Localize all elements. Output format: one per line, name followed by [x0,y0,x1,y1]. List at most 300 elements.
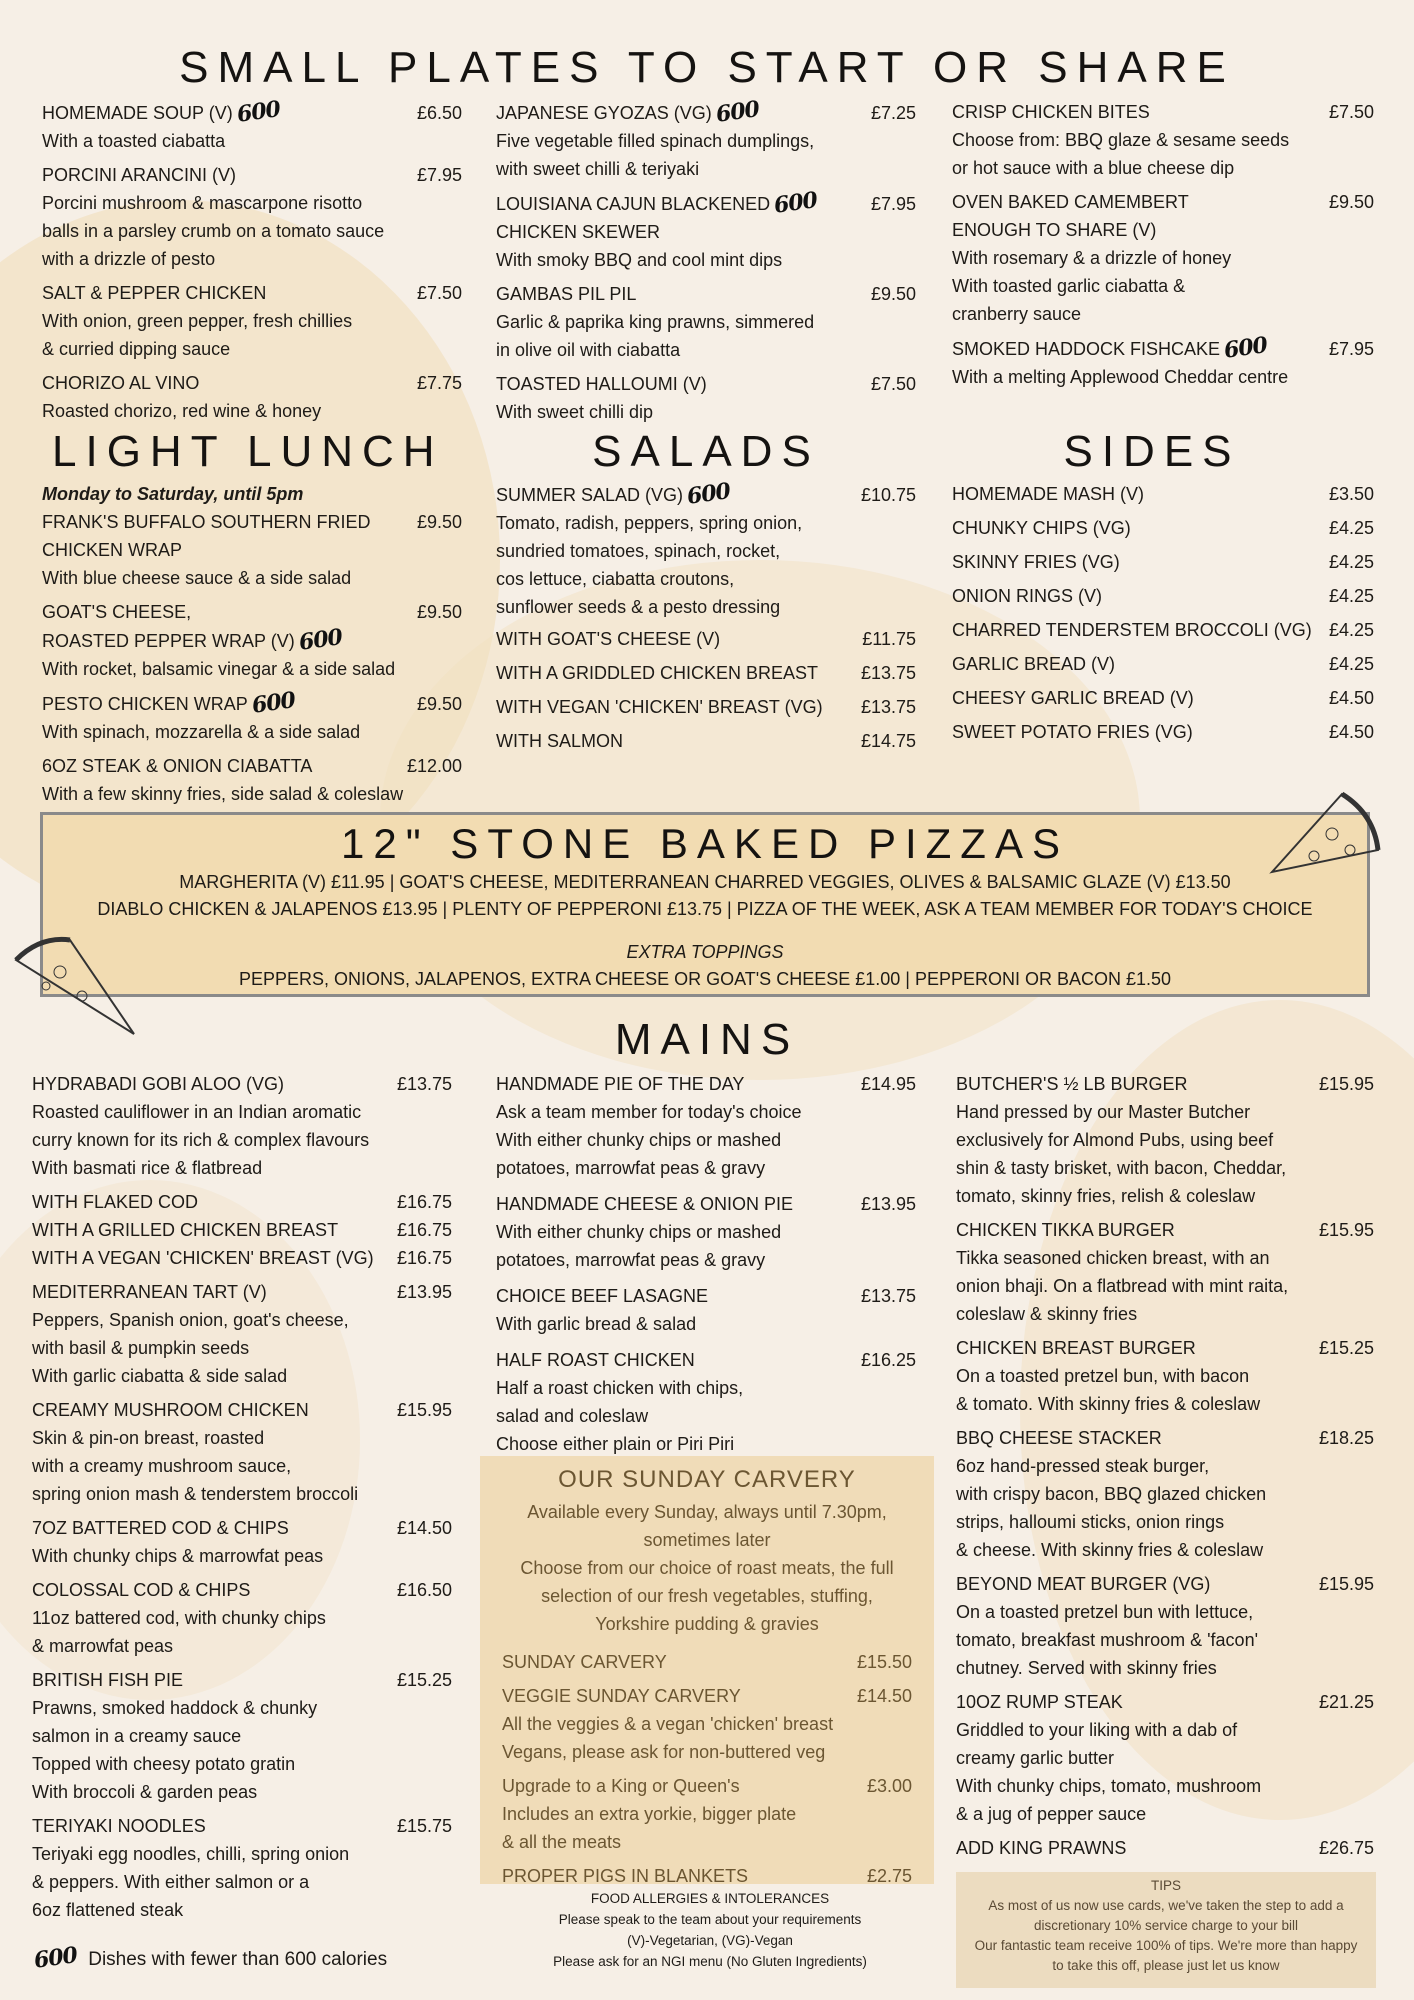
menu-item-name: WITH FLAKED COD [32,1192,199,1212]
menu-item-description: tomato, skinny fries, relish & coleslaw [956,1186,1256,1206]
mains-col2 [496,1070,916,1466]
menu-item-description: With spinach, mozzarella & a side salad [42,722,361,742]
menu-item-name: 10OZ RUMP STEAK [956,1692,1123,1712]
menu-item-description: tomato, breakfast mushroom & 'facon' [956,1630,1259,1650]
menu-item-row [952,616,1374,644]
menu-item-description: On a toasted pretzel bun with lettuce, [956,1602,1254,1622]
menu-item-name: ADD KING PRAWNS [956,1838,1127,1858]
menu-item-name-wrap [956,1334,1196,1362]
allergy-notice [500,1888,920,1972]
menu-item-name: VEGGIE SUNDAY CARVERY [502,1686,741,1706]
menu-item-name-wrap [502,1682,741,1710]
menu-item-row [32,1070,452,1098]
light-lunch-items [42,508,462,808]
menu-item-name-wrap [32,1396,309,1424]
menu-item-description: & marrowfat peas [32,1636,174,1656]
salads-section [496,480,916,761]
menu-item-row [956,1334,1374,1362]
mains-heading: MAINS [614,1015,800,1064]
light-lunch-heading: LIGHT LUNCH [52,427,444,476]
menu-item-row [32,1576,452,1604]
menu-item-price: £3.50 [1328,484,1374,504]
allergy-line: Please speak to the team about your requirements [558,1912,862,1927]
menu-item-description: salmon in a creamy sauce [32,1726,242,1746]
menu-item-description: or hot sauce with a blue cheese dip [952,158,1235,178]
menu-item-name: JAPANESE GYOZAS (VG) [496,103,712,123]
menu-item [956,1334,1374,1418]
menu-item [952,718,1374,746]
menu-item-name-wrap [496,1070,744,1098]
menu-item-name: WITH A GRILLED CHICKEN BREAST [32,1220,339,1240]
menu-item-name: CHICKEN TIKKA BURGER [956,1220,1175,1240]
menu-item-price: £9.50 [416,512,462,532]
menu-item-price: £3.00 [866,1776,912,1796]
menu-item-price: £7.95 [416,165,462,185]
menu-item-description: Teriyaki egg noodles, chilli, spring onion [32,1844,350,1864]
menu-item-description: exclusively for Almond Pubs, using beef [956,1130,1274,1150]
tips-line: discretionary 10% service charge to your bill [1033,1918,1299,1933]
menu-item-description: Choose from: BBQ glaze & sesame seeds [952,130,1290,150]
menu-item-row [496,659,916,687]
menu-item-name: MEDITERRANEAN TART (V) [32,1282,267,1302]
menu-item-name: WITH A VEGAN 'CHICKEN' BREAST (VG) [32,1248,374,1268]
salad-addons [496,625,916,755]
menu-item-name-wrap [42,161,236,189]
menu-item-name-wrap [952,480,1144,508]
menu-item [952,684,1374,712]
menu-item-name-wrap [952,650,1115,678]
menu-item-price: £9.50 [416,602,462,622]
menu-item-row [956,1688,1374,1716]
menu-item-name-wrap [32,1278,267,1306]
menu-item-name-wrap [42,752,312,780]
menu-item-name-wrap [42,689,295,718]
menu-item-price: £7.95 [1328,339,1374,359]
menu-item [952,616,1374,644]
menu-item-description: cos lettuce, ciabatta croutons, [496,569,735,589]
menu-item-row [956,1570,1374,1598]
menu-item-name-wrap [952,616,1312,644]
menu-item-name-wrap [952,684,1194,712]
menu-item-row [502,1772,912,1800]
menu-item-description: with a creamy mushroom sauce, [32,1456,292,1476]
menu-item-row [502,1682,912,1710]
menu-item-row [956,1424,1374,1452]
salads-heading: SALADS [592,427,820,476]
menu-item [496,1190,916,1274]
menu-item-description: With sweet chilli dip [496,402,654,422]
menu-item [952,582,1374,610]
pizzas-heading: 12" STONE BAKED PIZZAS [341,820,1069,867]
menu-item-price: £4.25 [1328,518,1374,538]
menu-item [956,1216,1374,1328]
menu-item-description: 6oz hand-pressed steak burger, [956,1456,1210,1476]
menu-item [496,98,916,183]
menu-item-name-wrap [496,1282,708,1310]
menu-item-price: £16.50 [396,1580,452,1600]
menu-item-description: With chunky chips, tomato, mushroom [956,1776,1262,1796]
menu-item [496,280,916,364]
menu-item-price: £9.50 [416,694,462,714]
menu-item-name-wrap [496,625,720,653]
menu-item-price: £4.50 [1328,722,1374,742]
menu-item-description: Tikka seasoned chicken breast, with an [956,1248,1270,1268]
calorie-icon: 600 [32,1942,79,1974]
sides-section [952,480,1374,752]
menu-item-name: WITH GOAT'S CHEESE (V) [496,629,721,649]
menu-item-description: & all the meats [502,1832,622,1852]
menu-item-row [496,1346,916,1374]
menu-item-name-wrap [496,189,817,218]
menu-item-row [952,514,1374,542]
menu-item-description: With broccoli & garden peas [32,1782,258,1802]
menu-item [496,659,916,687]
menu-item-description: with basil & pumpkin seeds [32,1338,250,1358]
menu-item-row [952,718,1374,746]
menu-item-price: £21.25 [1318,1692,1374,1712]
tips-line: to take this off, please just let us know [1052,1958,1280,1973]
menu-item-name: BBQ CHEESE STACKER [956,1428,1162,1448]
menu-item-row [952,684,1374,712]
menu-item [952,650,1374,678]
menu-item-description: With a melting Applewood Cheddar centre [952,367,1289,387]
calorie-icon: 600 [1222,332,1269,364]
menu-item-row [32,1188,452,1216]
menu-item-price: £7.75 [416,373,462,393]
menu-item-price: £14.50 [856,1686,912,1706]
sides-heading: SIDES [1063,427,1241,476]
menu-item-price: £16.25 [860,1350,916,1370]
allergy-line: Please ask for an NGI menu (No Gluten Ingredients) [553,1954,867,1969]
menu-item-name-wrap [952,548,1120,576]
calorie-icon: 600 [772,187,819,219]
menu-item-description: sundried tomatoes, spinach, rocket, [496,541,781,561]
menu-item-price: £15.25 [396,1670,452,1690]
menu-item [956,1570,1374,1682]
menu-item-price: £15.95 [1318,1220,1374,1240]
menu-item-price: £18.25 [1318,1428,1374,1448]
menu-item-price: £7.25 [870,103,916,123]
menu-item-description: with a drizzle of pesto [42,249,216,269]
menu-item-name: PROPER PIGS IN BLANKETS [502,1866,749,1886]
menu-item-row [42,752,462,780]
menu-item-name-wrap [496,1346,695,1374]
tips-line: TIPS [1150,1878,1181,1893]
menu-item-price: £13.95 [396,1282,452,1302]
menu-item-description: in olive oil with ciabatta [496,340,681,360]
menu-item-name-wrap [952,718,1193,746]
menu-item-price: £7.50 [1328,102,1374,122]
menu-item-row [496,625,916,653]
menu-item [42,98,462,155]
menu-item-name-wrap [496,280,636,308]
menu-item-description: Topped with cheesy potato gratin [32,1754,296,1774]
menu-item-name: PESTO CHICKEN WRAP [42,694,248,714]
menu-item-row [32,1812,452,1840]
menu-item-name: FRANK'S BUFFALO SOUTHERN FRIED [42,512,371,532]
calorie-footnote [30,1944,387,1974]
menu-item-name: Upgrade to a King or Queen's [502,1776,740,1796]
menu-item-description: Includes an extra yorkie, bigger plate [502,1804,797,1824]
menu-item-description: Porcini mushroom & mascarpone risotto [42,193,363,213]
menu-item [496,1070,916,1182]
pizza-slice-icon [10,930,140,1040]
menu-item-row [952,188,1374,216]
menu-item-description: with crispy bacon, BBQ glazed chicken [956,1484,1267,1504]
menu-item-name-wrap [32,1514,289,1542]
menu-item-name-wrap [32,1070,284,1098]
menu-item-name-wrap [42,598,191,626]
menu-item-name-cont: CHICKEN WRAP [42,540,183,560]
menu-item-name-wrap [496,727,623,755]
menu-item-row [956,1834,1374,1862]
menu-item-description: With rocket, balsamic vinegar & a side salad [42,659,396,679]
menu-item-row [32,1514,452,1542]
menu-item-price: £15.95 [1318,1074,1374,1094]
menu-item-price: £14.95 [860,1074,916,1094]
menu-item [42,689,462,746]
menu-item-description: With blue cheese sauce & a side salad [42,568,352,588]
menu-item-name: SUNDAY CARVERY [502,1652,667,1672]
menu-item [952,548,1374,576]
menu-item-description: With toasted garlic ciabatta & [952,276,1186,296]
menu-item [32,1070,452,1182]
menu-item [496,1346,916,1458]
menu-item-name: TOASTED HALLOUMI (V) [496,374,707,394]
menu-item [952,334,1374,391]
mains-col1 [32,1070,452,1930]
menu-item [496,625,916,653]
menu-item-description: & a jug of pepper sauce [956,1804,1147,1824]
menu-item-name: 6OZ STEAK & ONION CIABATTA [42,756,313,776]
menu-item-description: With smoky BBQ and cool mint dips [496,250,783,270]
menu-item-price: £13.95 [860,1194,916,1214]
menu-item-name-wrap [956,1070,1188,1098]
menu-item-name: WITH A GRIDDLED CHICKEN BREAST [496,663,819,683]
menu-item-description: & curried dipping sauce [42,339,231,359]
menu-item-description: with sweet chilli & teriyaki [496,159,700,179]
calorie-footnote-text: Dishes with fewer than 600 calories [88,1949,388,1970]
menu-item-name: CHUNKY CHIPS (VG) [952,518,1131,538]
carvery-intro [502,1498,912,1638]
sunday-carvery-panel [480,1456,934,1884]
menu-item-name-cont: CHICKEN SKEWER [496,222,661,242]
menu-item-name: HYDRABADI GOBI ALOO (VG) [32,1074,285,1094]
menu-item-name-wrap [502,1772,740,1800]
menu-item-name: HALF ROAST CHICKEN [496,1350,695,1370]
menu-item-price: £2.75 [866,1866,912,1886]
menu-item-name: GAMBAS PIL PIL [496,284,637,304]
menu-item-description: Half a roast chicken with chips, [496,1378,744,1398]
menu-item-name: ONION RINGS (V) [952,586,1103,606]
menu-item-row [956,1070,1374,1098]
menu-item-price: £13.75 [860,1286,916,1306]
tips-line: As most of us now use cards, we've taken the step to add a [988,1898,1344,1913]
menu-item-description: Roasted chorizo, red wine & honey [42,401,322,421]
menu-item-description: coleslaw & skinny fries [956,1304,1138,1324]
menu-item-price: £7.95 [870,194,916,214]
menu-item-name-wrap [502,1862,748,1890]
tips-line: Our fantastic team receive 100% of tips. We're more than happy [974,1938,1358,1953]
menu-item-name: CHARRED TENDERSTEM BROCCOLI (VG) [952,620,1312,640]
mains-col3 [956,1070,1374,1868]
menu-item-description: strips, halloumi sticks, onion rings [956,1512,1225,1532]
menu-item-name: HANDMADE CHEESE & ONION PIE [496,1194,794,1214]
menu-item-name-wrap [32,1812,206,1840]
menu-item-row [42,279,462,307]
menu-item-row [32,1396,452,1424]
menu-item-row [496,1282,916,1310]
menu-item-description: On a toasted pretzel bun, with bacon [956,1366,1250,1386]
menu-item-description: With either chunky chips or mashed [496,1130,782,1150]
menu-item-name-wrap [952,188,1189,216]
carvery-intro-line: selection of our fresh vegetables, stuffing, [541,1586,873,1606]
menu-item-name-wrap [952,98,1150,126]
small-plates-col1 [42,98,462,431]
menu-item-price: £14.75 [860,731,916,751]
menu-item-name-cont: ENOUGH TO SHARE (V) [952,220,1157,240]
menu-item-price: £16.75 [396,1192,452,1212]
calorie-icon: 600 [235,96,282,128]
menu-item-price: £15.95 [1318,1574,1374,1594]
menu-item-price: £16.75 [396,1220,452,1240]
menu-item [32,1666,452,1806]
menu-item-description: shin & tasty brisket, with bacon, Cheddar, [956,1158,1287,1178]
menu-item-name: HOMEMADE SOUP (V) [42,103,233,123]
menu-item-description: salad and coleslaw [496,1406,649,1426]
menu-item-description: potatoes, marrowfat peas & gravy [496,1158,766,1178]
menu-item-price: £15.95 [396,1400,452,1420]
menu-item-name: LOUISIANA CAJUN BLACKENED [496,194,771,214]
menu-item-name-wrap [496,98,759,127]
light-lunch-section [42,480,462,814]
calorie-icon: 600 [685,478,732,510]
menu-item-name: SALT & PEPPER CHICKEN [42,283,267,303]
menu-item [956,1424,1374,1564]
menu-item-description: Hand pressed by our Master Butcher [956,1102,1251,1122]
pizza-line-2: DIABLO CHICKEN & JALAPENOS £13.95 | PLENTY OF PEPPERONI £13.75 | PIZZA OF THE WEEK, ASK A TEAM MEMBER FOR TODAY'S CHOICE [97,899,1313,919]
menu-item-description: Peppers, Spanish onion, goat's cheese, [32,1310,349,1330]
menu-item-row [952,480,1374,508]
menu-item-name: BUTCHER'S ½ LB BURGER [956,1074,1188,1094]
menu-item [956,1688,1374,1828]
menu-item-price: £15.25 [1318,1338,1374,1358]
menu-item-row [956,1216,1374,1244]
menu-item-name: CHOICE BEEF LASAGNE [496,1286,709,1306]
menu-item [496,1282,916,1338]
menu-item [496,189,916,274]
menu-item [42,508,462,592]
menu-item-name-wrap [32,1216,338,1244]
menu-item-name: BEYOND MEAT BURGER (VG) [956,1574,1211,1594]
menu-item-row [496,1070,916,1098]
menu-item-description: & cheese. With skinny fries & coleslaw [956,1540,1264,1560]
pizza-panel [40,812,1370,997]
menu-item-name-line2 [42,536,462,564]
menu-item-row [32,1278,452,1306]
menu-item-name-line2 [952,216,1374,244]
menu-item-name-wrap [42,508,370,536]
menu-item-description: With garlic bread & salad [496,1314,697,1334]
menu-item-price: £15.50 [856,1652,912,1672]
menu-item-description: All the veggies & a vegan 'chicken' breast [502,1714,834,1734]
menu-item [42,752,462,808]
menu-item [32,1514,452,1570]
menu-item-price: £15.75 [396,1816,452,1836]
menu-item [42,161,462,273]
menu-item-name-wrap [496,1190,793,1218]
menu-item-price: £16.75 [396,1248,452,1268]
menu-item-name-cont: ROASTED PEPPER WRAP (V) [42,631,295,651]
menu-item-row [496,693,916,721]
menu-item [956,1834,1374,1862]
carvery-intro-line: Yorkshire pudding & gravies [595,1614,819,1634]
menu-item-name-wrap [32,1244,374,1272]
menu-item-price: £4.25 [1328,586,1374,606]
menu-item-name-wrap [496,659,818,687]
menu-item-price: £26.75 [1318,1838,1374,1858]
menu-item-row [32,1244,452,1272]
menu-item-name: SWEET POTATO FRIES (VG) [952,722,1193,742]
menu-item-description: & tomato. With skinny fries & coleslaw [956,1394,1261,1414]
menu-item-description: 6oz flattened steak [32,1900,184,1920]
menu-item-description: With garlic ciabatta & side salad [32,1366,288,1386]
menu-item-price: £4.50 [1328,688,1374,708]
menu-item-row [42,369,462,397]
menu-item [496,480,916,621]
menu-item-name: PORCINI ARANCINI (V) [42,165,237,185]
menu-item-name: WITH SALMON [496,731,624,751]
small-plates-col3 [952,98,1374,397]
menu-item [42,598,462,683]
menu-item-description: creamy garlic butter [956,1748,1115,1768]
carvery-intro-line: Available every Sunday, always until 7.30pm, [527,1502,887,1522]
menu-item-name: SUMMER SALAD (VG) [496,485,684,505]
menu-item-row [42,508,462,536]
menu-item [32,1188,452,1216]
menu-item-price: £13.75 [396,1074,452,1094]
menu-item-description: Prawns, smoked haddock & chunky [32,1698,318,1718]
menu-item-row [42,598,462,626]
menu-item [32,1396,452,1508]
menu-item-row [42,161,462,189]
small-plates-heading: SMALL PLATES TO START OR SHARE [179,43,1235,92]
calorie-icon: 600 [297,624,344,656]
menu-item-name: HOMEMADE MASH (V) [952,484,1145,504]
menu-item-price: £14.50 [396,1518,452,1538]
menu-item-price: £4.25 [1328,552,1374,572]
menu-item-description: With rosemary & a drizzle of honey [952,248,1232,268]
menu-item-name: CREAMY MUSHROOM CHICKEN [32,1400,309,1420]
menu-item-row [502,1862,912,1890]
menu-item-row [952,334,1374,363]
menu-item-description: 11oz battered cod, with chunky chips [32,1608,326,1628]
menu-item-row [42,689,462,718]
menu-item-description: Skin & pin-on breast, roasted [32,1428,265,1448]
menu-item-description: curry known for its rich & complex flavours [32,1130,370,1150]
menu-item-name: CHORIZO AL VINO [42,373,200,393]
menu-item-name-wrap [32,1576,250,1604]
menu-item-name: CHEESY GARLIC BREAD (V) [952,688,1194,708]
small-plates-col2 [496,98,916,432]
menu-item-description: Garlic & paprika king prawns, simmered [496,312,815,332]
menu-item-description: spring onion mash & tenderstem broccoli [32,1484,359,1504]
menu-item-description: chutney. Served with skinny fries [956,1658,1217,1678]
menu-item-name: TERIYAKI NOODLES [32,1816,206,1836]
menu-item-name-wrap [502,1648,667,1676]
menu-item-description: potatoes, marrowfat peas & gravy [496,1250,766,1270]
menu-item-description: With onion, green pepper, fresh chillies [42,311,353,331]
